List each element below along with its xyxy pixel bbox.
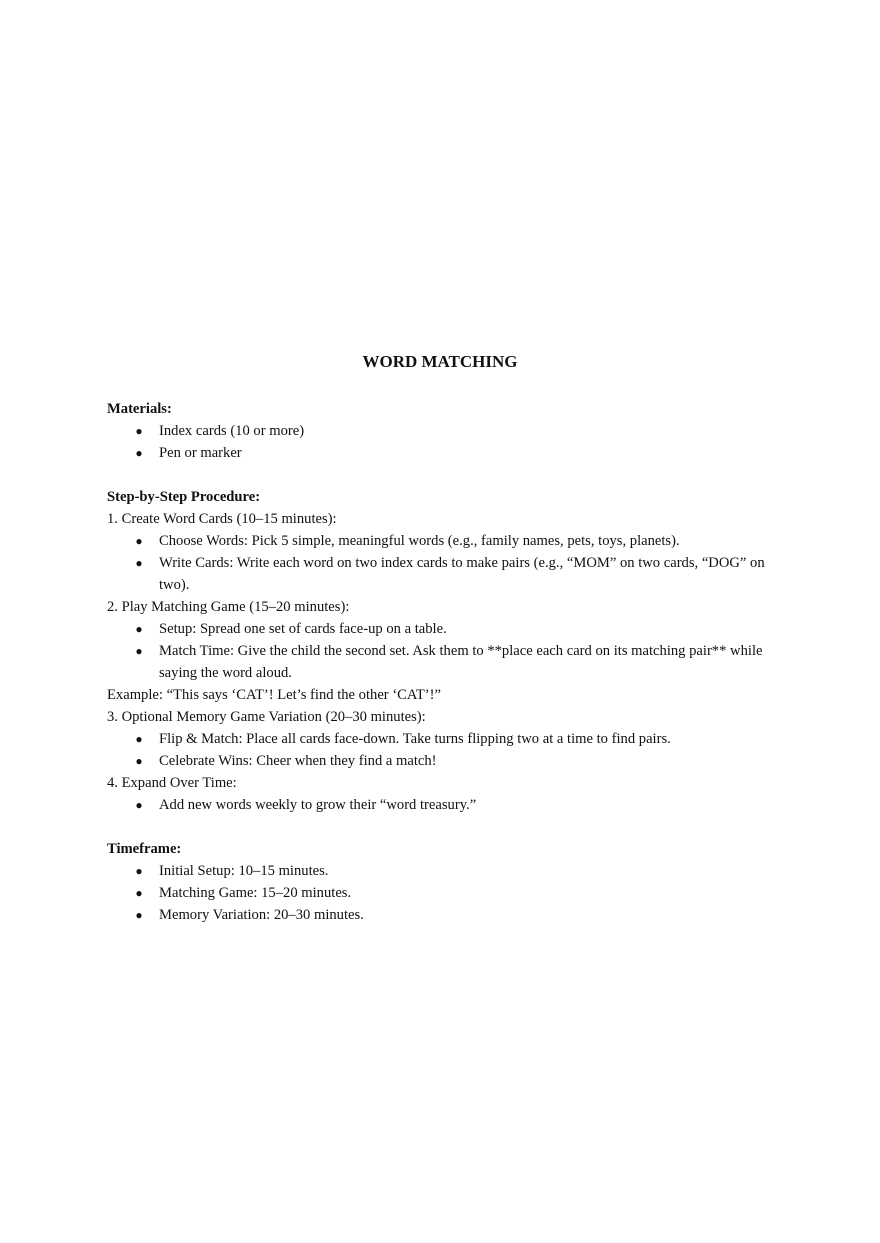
list-item bbox=[107, 882, 787, 904]
bullet-icon: ● bbox=[135, 732, 143, 746]
list-item-text: Matching Game: 15–20 minutes. bbox=[159, 885, 352, 901]
list-item bbox=[107, 618, 787, 640]
timeframe-list bbox=[107, 860, 787, 926]
list-item-text: Pen or marker bbox=[159, 445, 242, 461]
list-item-text: Write Cards: Write each word on two index cards to make pairs (e.g., “MOM” on two cards, “DOG” on two). bbox=[159, 555, 765, 593]
list-item-text: Choose Words: Pick 5 simple, meaningful words (e.g., family names, pets, toys, planets). bbox=[159, 533, 680, 549]
list-item bbox=[107, 640, 787, 684]
step-4-list bbox=[107, 794, 787, 816]
timeframe-heading: Timeframe: bbox=[107, 841, 182, 857]
list-item bbox=[107, 442, 787, 464]
list-item-text: Index cards (10 or more) bbox=[159, 423, 305, 439]
bullet-icon: ● bbox=[135, 754, 143, 768]
list-item bbox=[107, 530, 787, 552]
list-item bbox=[107, 860, 787, 882]
list-item-text: Match Time: Give the child the second set. Ask them to **place each card on its matching pair** while saying the word aloud. bbox=[159, 643, 763, 681]
materials-list bbox=[107, 420, 787, 464]
bullet-icon: ● bbox=[135, 556, 143, 570]
example-text: Example: “This says ‘CAT’! Let’s find the other ‘CAT’!” bbox=[107, 687, 441, 703]
list-item bbox=[107, 420, 787, 442]
page-title: WORD MATCHING bbox=[362, 352, 518, 371]
step-1-list bbox=[107, 530, 787, 596]
bullet-icon: ● bbox=[135, 864, 143, 878]
list-item-text: Memory Variation: 20–30 minutes. bbox=[159, 907, 364, 923]
list-item bbox=[107, 728, 787, 750]
list-item bbox=[107, 904, 787, 926]
bullet-icon: ● bbox=[135, 446, 143, 460]
spacer bbox=[107, 816, 787, 838]
bullet-icon: ● bbox=[135, 886, 143, 900]
bullet-icon: ● bbox=[135, 622, 143, 636]
materials-heading: Materials: bbox=[107, 401, 172, 417]
bullet-icon: ● bbox=[135, 908, 143, 922]
document-body bbox=[107, 398, 787, 926]
list-item-text: Setup: Spread one set of cards face-up on a table. bbox=[159, 621, 447, 637]
bullet-icon: ● bbox=[135, 534, 143, 548]
spacer bbox=[107, 464, 787, 486]
step-2-label: 2. Play Matching Game (15–20 minutes): bbox=[107, 599, 350, 615]
step-4-label: 4. Expand Over Time: bbox=[107, 775, 237, 791]
list-item-text: Add new words weekly to grow their “word treasury.” bbox=[159, 797, 477, 813]
list-item-text: Initial Setup: 10–15 minutes. bbox=[159, 863, 329, 879]
step-1-label: 1. Create Word Cards (10–15 minutes): bbox=[107, 511, 337, 527]
list-item bbox=[107, 750, 787, 772]
bullet-icon: ● bbox=[135, 424, 143, 438]
list-item-text: Celebrate Wins: Cheer when they find a match! bbox=[159, 753, 437, 769]
list-item bbox=[107, 794, 787, 816]
list-item bbox=[107, 552, 787, 596]
bullet-icon: ● bbox=[135, 798, 143, 812]
bullet-icon: ● bbox=[135, 644, 143, 658]
step-3-list bbox=[107, 728, 787, 772]
procedure-heading: Step-by-Step Procedure: bbox=[107, 489, 261, 505]
step-2-list bbox=[107, 618, 787, 684]
step-3-label: 3. Optional Memory Game Variation (20–30 minutes): bbox=[107, 709, 426, 725]
list-item-text: Flip & Match: Place all cards face-down. Take turns flipping two at a time to find pairs. bbox=[159, 731, 671, 747]
